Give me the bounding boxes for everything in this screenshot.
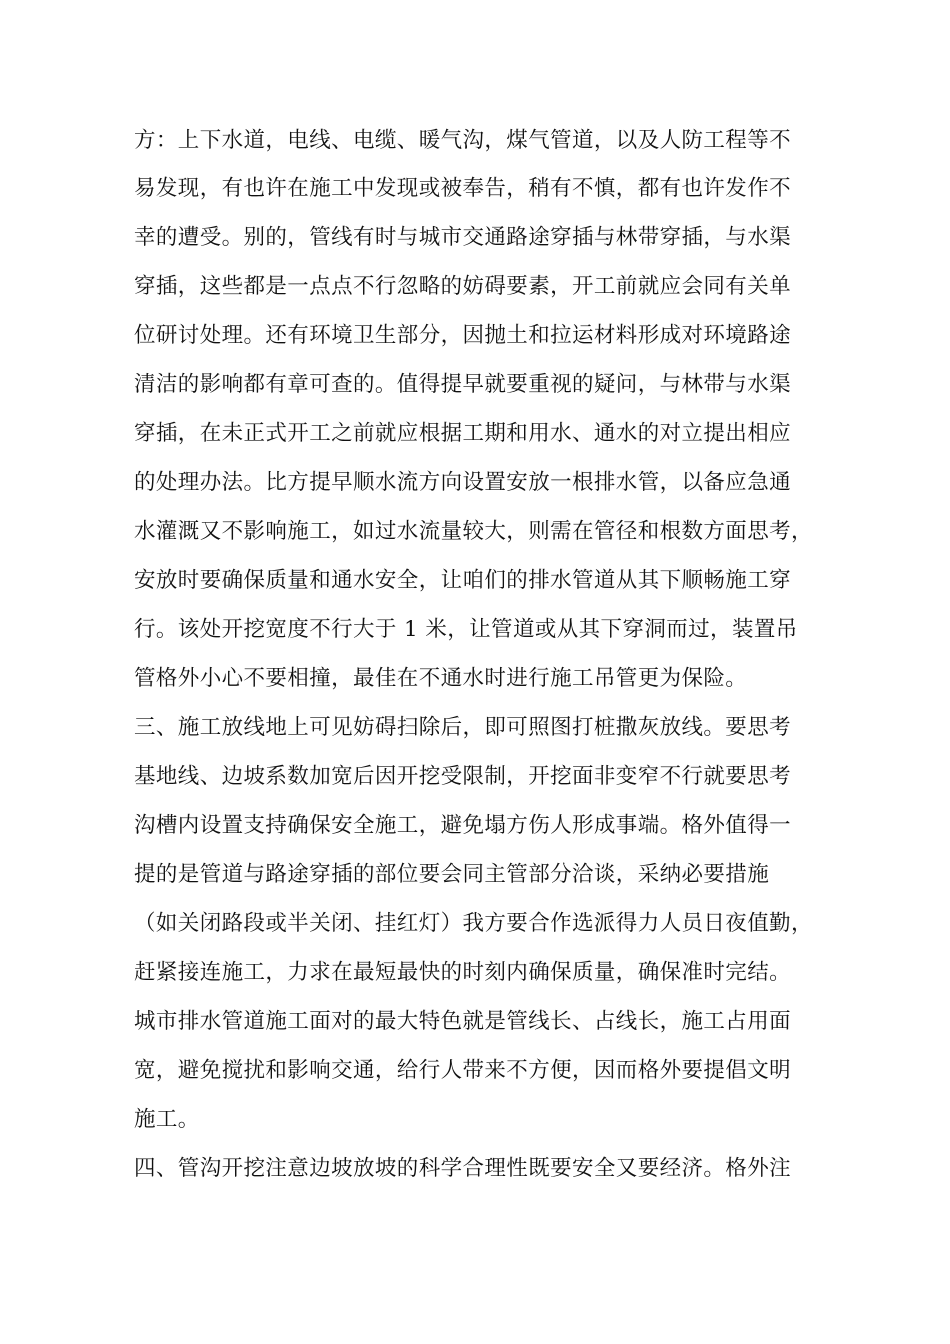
text-line: 安放时要确保质量和通水安全，让咱们的排水管道从其下顺畅施工穿	[134, 568, 792, 593]
text-line: 基地线、边坡系数加宽后因开挖受限制，开挖面非变窄不行就要思考	[134, 764, 792, 789]
text-line: 位研讨处理。还有环境卫生部分，因抛土和拉运材料形成对环境路途	[134, 323, 792, 348]
text-line: 的处理办法。比方提早顺水流方向设置安放一根排水管，以备应急通	[134, 470, 792, 495]
text-line: 易发现，有也许在施工中发现或被奉告，稍有不慎，都有也许发作不	[134, 176, 792, 201]
text-line: 水灌溉又不影响施工，如过水流量较大，则需在管径和根数方面思考，	[134, 519, 813, 544]
text-line: 清洁的影响都有章可查的。值得提早就要重视的疑问，与林带与水渠	[134, 372, 792, 397]
text-line: （如关闭路段或半关闭、挂红灯）我方要合作选派得力人员日夜值勤，	[134, 911, 813, 936]
text-line: 穿插，这些都是一点点不行忽略的妨碍要素，开工前就应会同有关单	[134, 274, 792, 299]
text-line: 行。该处开挖宽度不行大于 1 米，让管道或从其下穿洞而过，装置吊	[134, 617, 798, 642]
text-line: 城市排水管道施工面对的最大特色就是管线长、占线长，施工占用面	[134, 1009, 792, 1034]
section-heading-3: 三、施工放线地上可见妨碍扫除后，即可照图打桩撒灰放线。要思考	[134, 715, 792, 740]
text-line: 赶紧接连施工，力求在最短最快的时刻内确保质量，确保准时完结。	[134, 960, 792, 985]
section-heading-4: 四、管沟开挖注意边坡放坡的科学合理性既要安全又要经济。格外注	[134, 1156, 792, 1181]
text-line: 沟槽内设置支持确保安全施工，避免塌方伤人形成事端。格外值得一	[134, 813, 792, 838]
text-line: 穿插，在未正式开工之前就应根据工期和用水、通水的对立提出相应	[134, 421, 792, 446]
text-line: 施工。	[134, 1107, 200, 1132]
text-line: 幸的遭受。别的，管线有时与城市交通路途穿插与林带穿插，与水渠	[134, 225, 792, 250]
text-line: 提的是管道与路途穿插的部位要会同主管部分洽谈，采纳必要措施	[134, 862, 770, 887]
text-line: 管格外小心不要相撞，最佳在不通水时进行施工吊管更为保险。	[134, 666, 748, 691]
text-line: 宽，避免搅扰和影响交通，给行人带来不方便，因而格外要提倡文明	[134, 1058, 792, 1083]
text-line: 方：上下水道，电线、电缆、暖气沟，煤气管道，以及人防工程等不	[134, 128, 792, 153]
